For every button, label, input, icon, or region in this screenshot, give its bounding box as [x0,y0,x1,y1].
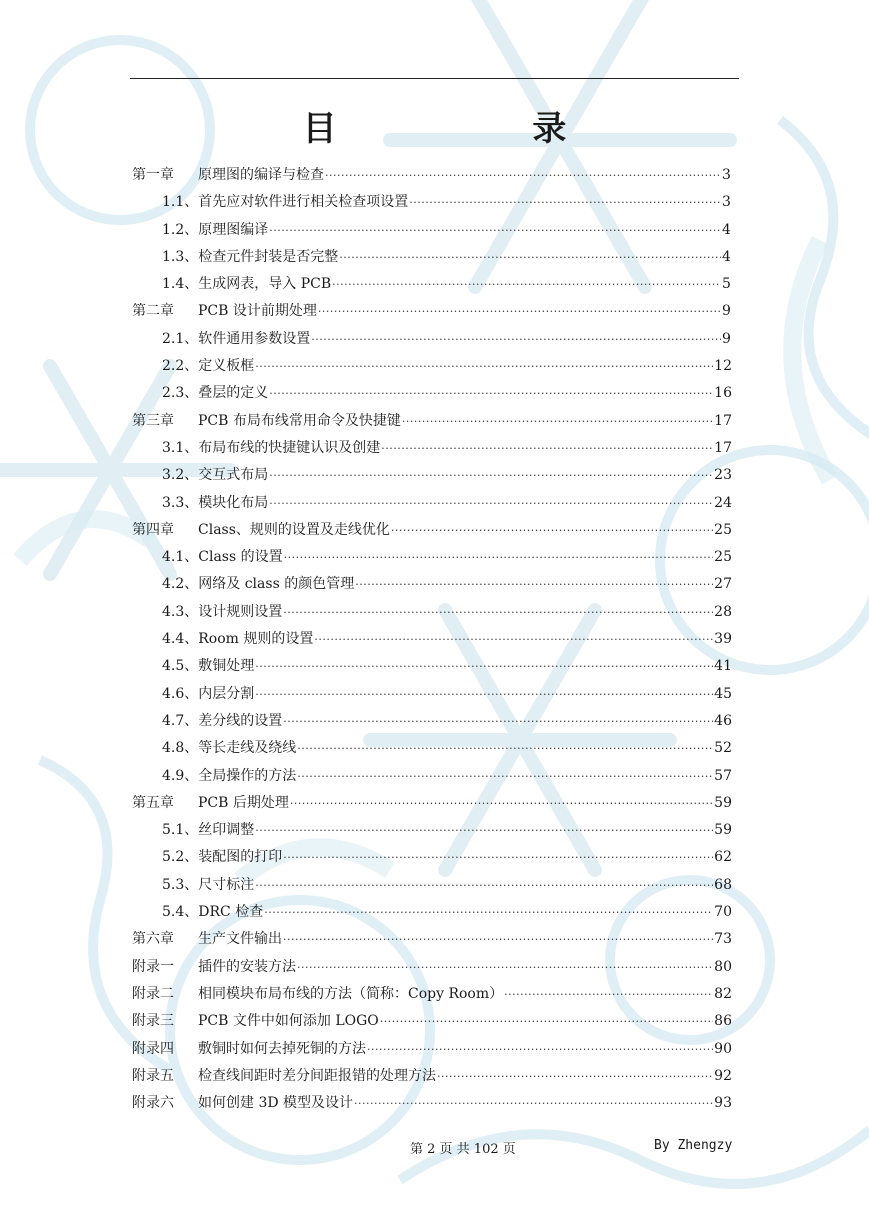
toc-entry-page: 39 [714,631,732,648]
toc-chapter-entry[interactable] [132,162,732,189]
toc-entry-title: PCB 文件中如何添加 LOGO [198,1013,379,1030]
toc-entry-page: 46 [714,712,732,729]
toc-leader-dots [354,1090,713,1117]
toc-entry-page: 68 [714,876,732,893]
toc-entry-page: 5 [722,276,731,293]
toc-section-entry[interactable] [132,271,732,298]
toc-leader-dots [391,517,713,544]
toc-entry-page: 92 [714,1067,732,1084]
toc-entry-page: 17 [714,412,732,429]
toc-section-entry[interactable] [132,326,732,353]
toc-leader-dots [504,981,713,1008]
toc-entry-number: 1.1、 [162,194,199,211]
toc-chapter-entry[interactable] [132,408,732,435]
toc-entry-page: 70 [714,904,732,921]
toc-section-entry[interactable] [132,462,732,489]
toc-leader-dots [332,271,721,298]
toc-section-entry[interactable] [132,708,732,735]
toc-entry-page: 16 [714,385,732,402]
toc-entry-page: 24 [714,494,732,511]
toc-entry-number: 第二章 [132,303,174,320]
toc-leader-dots [255,353,713,380]
toc-entry-title: Class 的设置 [198,549,283,566]
toc-section-entry[interactable] [132,735,732,762]
toc-chapter-entry[interactable] [132,298,732,325]
toc-entry-title: 生产文件输出 [198,931,282,948]
toc-leader-dots [409,189,721,216]
toc-entry-number: 1.2、 [162,221,199,238]
toc-chapter-entry[interactable] [132,981,732,1008]
toc-entry-number: 4.2、 [162,576,199,593]
toc-entry-page: 52 [714,740,732,757]
toc-section-entry[interactable] [132,872,732,899]
toc-entry-number: 第一章 [132,167,174,183]
toc-leader-dots [255,681,713,708]
toc-chapter-entry[interactable] [132,1008,732,1035]
toc-section-entry[interactable] [132,490,732,517]
toc-entry-page: 80 [714,958,732,975]
toc-entry-title: 差分线的设置 [198,712,283,729]
toc-entry-title: 丝印调整 [198,822,255,839]
toc-entry-title: 尺寸标注 [198,876,255,893]
toc-entry-title: 等长走线及绕线 [198,740,297,757]
author-label: By Zhengzy [654,1138,733,1153]
toc-entry-number: 4.9、 [162,767,199,784]
toc-entry-page: 9 [722,303,731,320]
toc-entry-page: 25 [714,549,732,566]
toc-chapter-entry[interactable] [132,1063,732,1090]
toc-entry-number: 4.7、 [162,712,199,729]
toc-leader-dots [284,544,714,571]
toc-entry-page: 28 [714,603,732,620]
toc-leader-dots [311,326,721,353]
toc-entry-number: 4.3、 [162,603,199,620]
toc-entry-page: 41 [714,658,732,675]
toc-entry-title: 内层分割 [198,685,255,702]
toc-section-entry[interactable] [132,599,732,626]
toc-entry-number: 4.8、 [162,740,199,757]
toc-leader-dots [269,380,713,407]
toc-entry-title: PCB 设计前期处理 [198,303,317,320]
toc-entry-number: 附录三 [132,1013,174,1030]
toc-entry-page: 62 [714,849,732,866]
toc-entry-number: 第四章 [132,521,174,538]
toc-entry-number: 2.3、 [162,385,199,402]
toc-leader-dots [283,926,713,953]
toc-entry-number: 4.4、 [162,631,199,648]
toc-chapter-entry[interactable] [132,790,732,817]
toc-title: 目 录 [302,109,659,149]
toc-leader-dots [283,844,713,871]
toc-leader-dots [380,1008,713,1035]
toc-entry-page: 27 [714,576,732,593]
toc-leader-dots [297,735,713,762]
toc-entry-number: 第三章 [132,412,174,429]
toc-section-entry[interactable] [132,189,732,216]
toc-entry-number: 1.4、 [162,276,199,293]
toc-entry-page: 4 [722,221,731,238]
toc-entry-number: 2.1、 [162,330,199,347]
toc-entry-page: 12 [714,358,732,375]
toc-entry-number: 3.1、 [162,439,199,456]
header-rule [130,78,739,79]
table-of-contents [132,162,732,1117]
toc-entry-page: 3 [722,167,731,183]
toc-entry-title: 首先应对软件进行相关检查项设置 [198,194,409,211]
toc-leader-dots [402,408,713,435]
toc-leader-dots [314,626,713,653]
toc-entry-title: 原理图编译 [198,221,269,238]
toc-entry-number: 4.5、 [162,658,199,675]
toc-entry-number: 附录五 [132,1067,174,1084]
toc-leader-dots [355,571,713,598]
toc-entry-title: PCB 布局布线常用命令及快捷键 [198,412,401,429]
toc-leader-dots [381,435,713,462]
toc-entry-title: Room 规则的设置 [198,631,314,648]
toc-entry-title: 如何创建 3D 模型及设计 [198,1095,354,1112]
toc-entry-title: 交互式布局 [198,467,269,484]
toc-leader-dots [339,244,721,271]
toc-entry-page: 4 [722,248,731,265]
toc-entry-title: 生成网表，导入 PCB [198,276,332,293]
toc-leader-dots [269,490,713,517]
toc-section-entry[interactable] [132,217,732,244]
toc-leader-dots [437,1063,713,1090]
toc-entry-title: PCB 后期处理 [198,794,289,811]
page-number-label: 第 2 页 共 102 页 [410,1142,516,1157]
toc-entry-number: 第五章 [132,794,174,811]
toc-entry-page: 57 [714,767,732,784]
toc-entry-title: 布局布线的快捷键认识及创建 [198,439,381,456]
toc-entry-title: 敷铜时如何去掉死铜的方法 [198,1040,366,1057]
toc-entry-page: 25 [714,521,732,538]
toc-section-entry[interactable] [132,353,732,380]
toc-section-entry[interactable] [132,244,732,271]
toc-section-entry[interactable] [132,681,732,708]
toc-entry-number: 4.1、 [162,549,199,566]
toc-entry-page: 3 [722,194,731,211]
toc-entry-title: 定义板框 [198,358,255,375]
toc-entry-number: 3.2、 [162,467,199,484]
toc-section-entry[interactable] [132,653,732,680]
toc-entry-number: 5.3、 [162,876,199,893]
toc-entry-title: DRC 检查 [198,904,264,921]
toc-entry-page: 82 [714,985,732,1002]
toc-leader-dots [367,1036,713,1063]
toc-entry-title: Class、规则的设置及走线优化 [198,521,390,538]
toc-entry-page: 17 [714,439,732,456]
toc-entry-title: 相同模块布局布线的方法（简称：Copy Room） [198,985,504,1002]
toc-section-entry[interactable] [132,544,732,571]
toc-leader-dots [318,298,721,325]
toc-section-entry[interactable] [132,899,732,926]
toc-leader-dots [297,954,713,981]
toc-section-entry[interactable] [132,844,732,871]
toc-leader-dots [269,462,713,489]
toc-entry-page: 73 [714,931,732,948]
toc-entry-title: 全局操作的方法 [198,767,297,784]
toc-section-entry[interactable] [132,380,732,407]
toc-entry-number: 附录四 [132,1040,174,1057]
toc-entry-number: 2.2、 [162,358,199,375]
toc-leader-dots [297,763,713,790]
toc-entry-title: 检查元件封装是否完整 [198,248,339,265]
toc-leader-dots [325,162,721,189]
toc-entry-title: 装配图的打印 [198,849,283,866]
toc-entry-number: 附录二 [132,985,174,1002]
toc-entry-title: 检查线间距时差分间距报错的处理方法 [198,1067,436,1084]
toc-chapter-entry[interactable] [132,1090,732,1117]
toc-entry-number: 1.3、 [162,248,199,265]
toc-leader-dots [255,872,713,899]
toc-entry-number: 附录六 [132,1095,174,1112]
toc-section-entry[interactable] [132,571,732,598]
toc-chapter-entry[interactable] [132,1036,732,1063]
toc-entry-number: 5.2、 [162,849,199,866]
toc-entry-page: 86 [714,1013,732,1030]
toc-section-entry[interactable] [132,626,732,653]
toc-entry-page: 93 [714,1095,732,1112]
toc-entry-number: 第六章 [132,931,174,948]
toc-entry-number: 4.6、 [162,685,199,702]
toc-entry-page: 59 [714,822,732,839]
toc-chapter-entry[interactable] [132,954,732,981]
toc-entry-title: 软件通用参数设置 [198,330,311,347]
toc-leader-dots [269,217,721,244]
toc-leader-dots [283,708,713,735]
toc-entry-page: 9 [722,330,731,347]
toc-entry-number: 附录一 [132,958,174,975]
toc-section-entry[interactable] [132,763,732,790]
toc-entry-number: 5.4、 [162,904,199,921]
toc-entry-page: 45 [714,685,732,702]
toc-leader-dots [264,899,713,926]
toc-entry-number: 3.3、 [162,494,199,511]
toc-entry-title: 网络及 class 的颜色管理 [198,576,355,593]
toc-entry-title: 叠层的定义 [198,385,269,402]
toc-leader-dots [283,599,713,626]
toc-section-entry[interactable] [132,817,732,844]
toc-entry-title: 模块化布局 [198,494,269,511]
toc-entry-title: 原理图的编译与检查 [198,167,324,183]
toc-leader-dots [255,653,713,680]
toc-chapter-entry[interactable] [132,926,732,953]
toc-entry-title: 插件的安装方法 [198,958,296,975]
toc-entry-page: 90 [714,1040,732,1057]
toc-entry-number: 5.1、 [162,822,199,839]
toc-section-entry[interactable] [132,435,732,462]
toc-entry-page: 23 [714,467,732,484]
toc-chapter-entry[interactable] [132,517,732,544]
toc-leader-dots [255,817,713,844]
toc-entry-title: 设计规则设置 [198,603,283,620]
toc-entry-title: 敷铜处理 [198,658,255,675]
toc-entry-page: 59 [714,794,732,811]
toc-leader-dots [290,790,713,817]
